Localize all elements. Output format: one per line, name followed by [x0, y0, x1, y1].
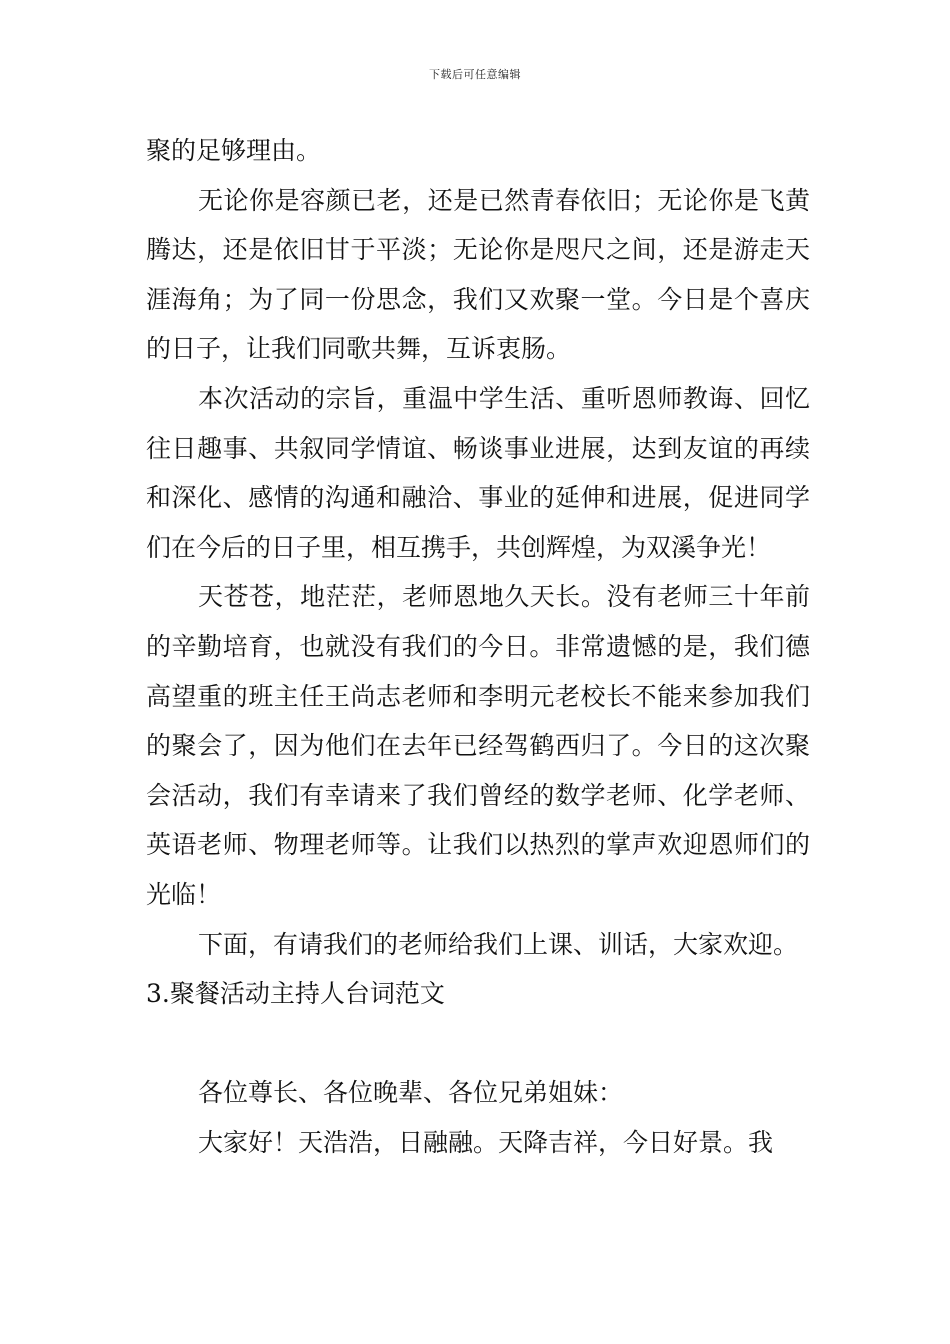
section-heading: 3.聚餐活动主持人台词范文: [146, 979, 445, 1009]
blank-line: [146, 1019, 810, 1069]
paragraph-greeting-reunion: 无论你是容颜已老，还是已然青春依旧；无论你是飞黄腾达，还是依旧甘于平淡；无论你是咫尺之间，还是游走天涯海角；为了同一份思念，我们又欢聚一堂。今日是个喜庆的日子，让我们同歌共舞，互诉衷肠。: [146, 185, 810, 364]
paragraph-opening: 大家好！天浩浩，日融融。天降吉祥，今日好景。我: [198, 1127, 774, 1157]
header-note: 下载后可任意编辑: [429, 68, 521, 81]
paragraph-invite-teachers: 下面，有请我们的老师给我们上课、训话，大家欢迎。: [198, 929, 799, 959]
paragraph-continuation: 聚的足够理由。: [146, 136, 322, 165]
document-body: [146, 126, 810, 1167]
paragraph-activity-purpose: 本次活动的宗旨，重温中学生活、重听恩师教诲、回忆往日趣事、共叙同学情谊、畅谈事业进展，达到友谊的再续和深化、感情的沟通和融洽、事业的延伸和进展，促进同学们在今后的日子里，相互携手，共创辉煌，为双溪争光！: [146, 383, 810, 562]
paragraph-teachers-tribute: 天苍苍，地茫茫，老师恩地久天长。没有老师三十年前的辛勤培育，也就没有我们的今日。非常遗憾的是，我们德高望重的班主任王尚志老师和李明元老校长不能来参加我们的聚会了，因为他们在去年已经驾鹤西归了。今日的这次聚会活动，我们有幸请来了我们曾经的数学老师、化学老师、英语老师、物理老师等。让我们以热烈的掌声欢迎恩师们的光临！: [146, 582, 810, 909]
paragraph-salutation: 各位尊长、各位晚辈、各位兄弟姐妹：: [198, 1078, 624, 1108]
